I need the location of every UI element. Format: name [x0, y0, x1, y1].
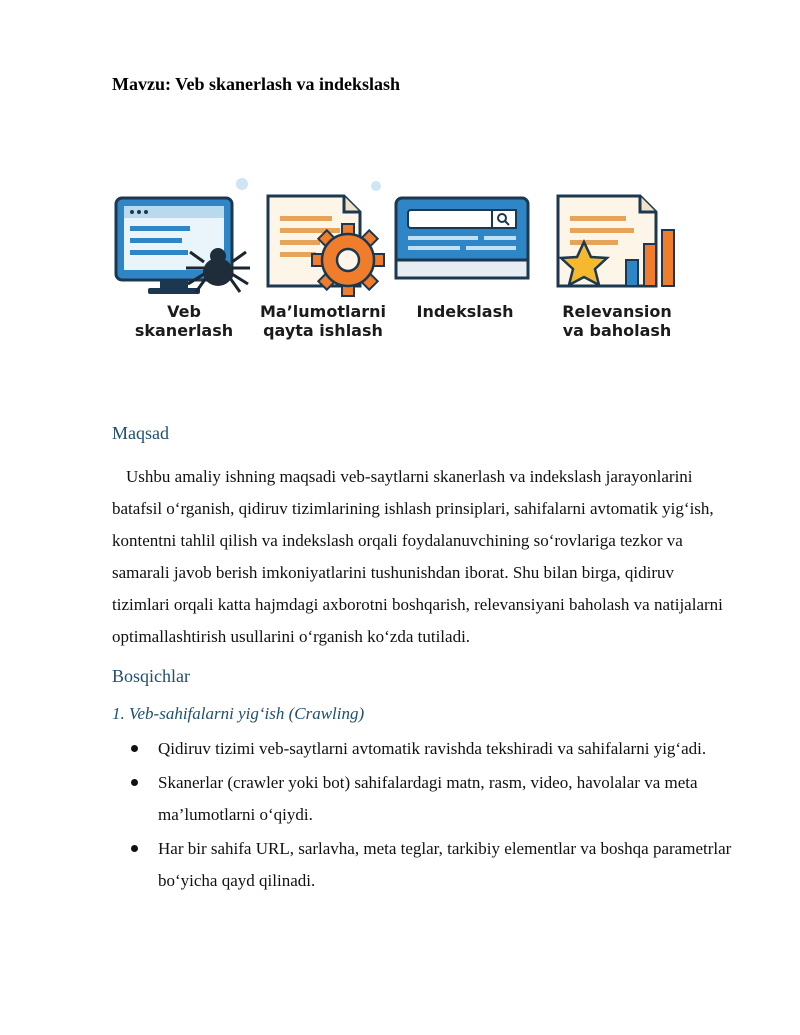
- document-star-chart-icon: [558, 196, 674, 286]
- list-item-text: Qidiruv tizimi veb-saytlarni avtomatik ravishda tekshiradi va sahifalarni yig‘adi.: [158, 739, 707, 758]
- goal-text: Ushbu amaliy ishning maqsadi veb-saytlarni skanerlash va indekslash jarayonlarini batafsil o‘rganish, qidiruv tizimlarining ishlash prinsiplari, sahifalarni avtomatik yig‘ish, kontentni tahlil qilish va indekslash orqali foydalanuvchining so‘rovlariga tezkor va samarali javob berish imkoniyatlarini tushunishdan iborat. Shu bilan birga, qidiruv tizimlari orqali katta hajmdagi axborotni boshqarish, relevansiyani baholash va natijalarni optimallashtirish usullarini o‘rganish ko‘zda tutiladi.: [112, 467, 723, 646]
- crawling-bullet-list: [112, 733, 752, 899]
- process-illustration: [108, 168, 692, 388]
- section-heading-maqsad: Maqsad: [112, 423, 169, 443]
- bullet-icon: [131, 845, 138, 852]
- bullet-icon: [131, 745, 138, 752]
- list-item: [112, 833, 752, 897]
- list-item: [112, 733, 752, 765]
- monitor-spider-icon: [116, 198, 250, 294]
- process-illustration-graphic: [108, 168, 692, 388]
- monitor-search-icon: [396, 198, 528, 278]
- document-title: Mavzu: Veb skanerlash va indekslash: [112, 74, 401, 94]
- step-label-veb-skanerlash: Veb skanerlash: [134, 302, 234, 340]
- list-item-text: Skanerlar (crawler yoki bot) sahifalardagi matn, rasm, video, havolalar va meta ma’lumotlarni o‘qiydi.: [158, 773, 698, 824]
- subsection-heading-crawling: 1. Veb-sahifalarni yig‘ish (Crawling): [112, 704, 365, 723]
- step-label-malumotlarni-qayta-ishlash: Ma’lumotlarni qayta ishlash: [259, 302, 387, 340]
- step-label-relevansion-va-baholash: Relevansion va baholash: [562, 302, 672, 340]
- document-gear-icon: [268, 196, 384, 296]
- goal-paragraph: [112, 461, 724, 653]
- list-item-text: Har bir sahifa URL, sarlavha, meta teglar, tarkibiy elementlar va boshqa parametrlar bo‘yicha qayd qilinadi.: [158, 839, 732, 890]
- step-label-indekslash: Indekslash: [416, 302, 514, 321]
- bullet-icon: [131, 779, 138, 786]
- list-item: [112, 767, 752, 831]
- section-heading-bosqichlar: Bosqichlar: [112, 666, 190, 686]
